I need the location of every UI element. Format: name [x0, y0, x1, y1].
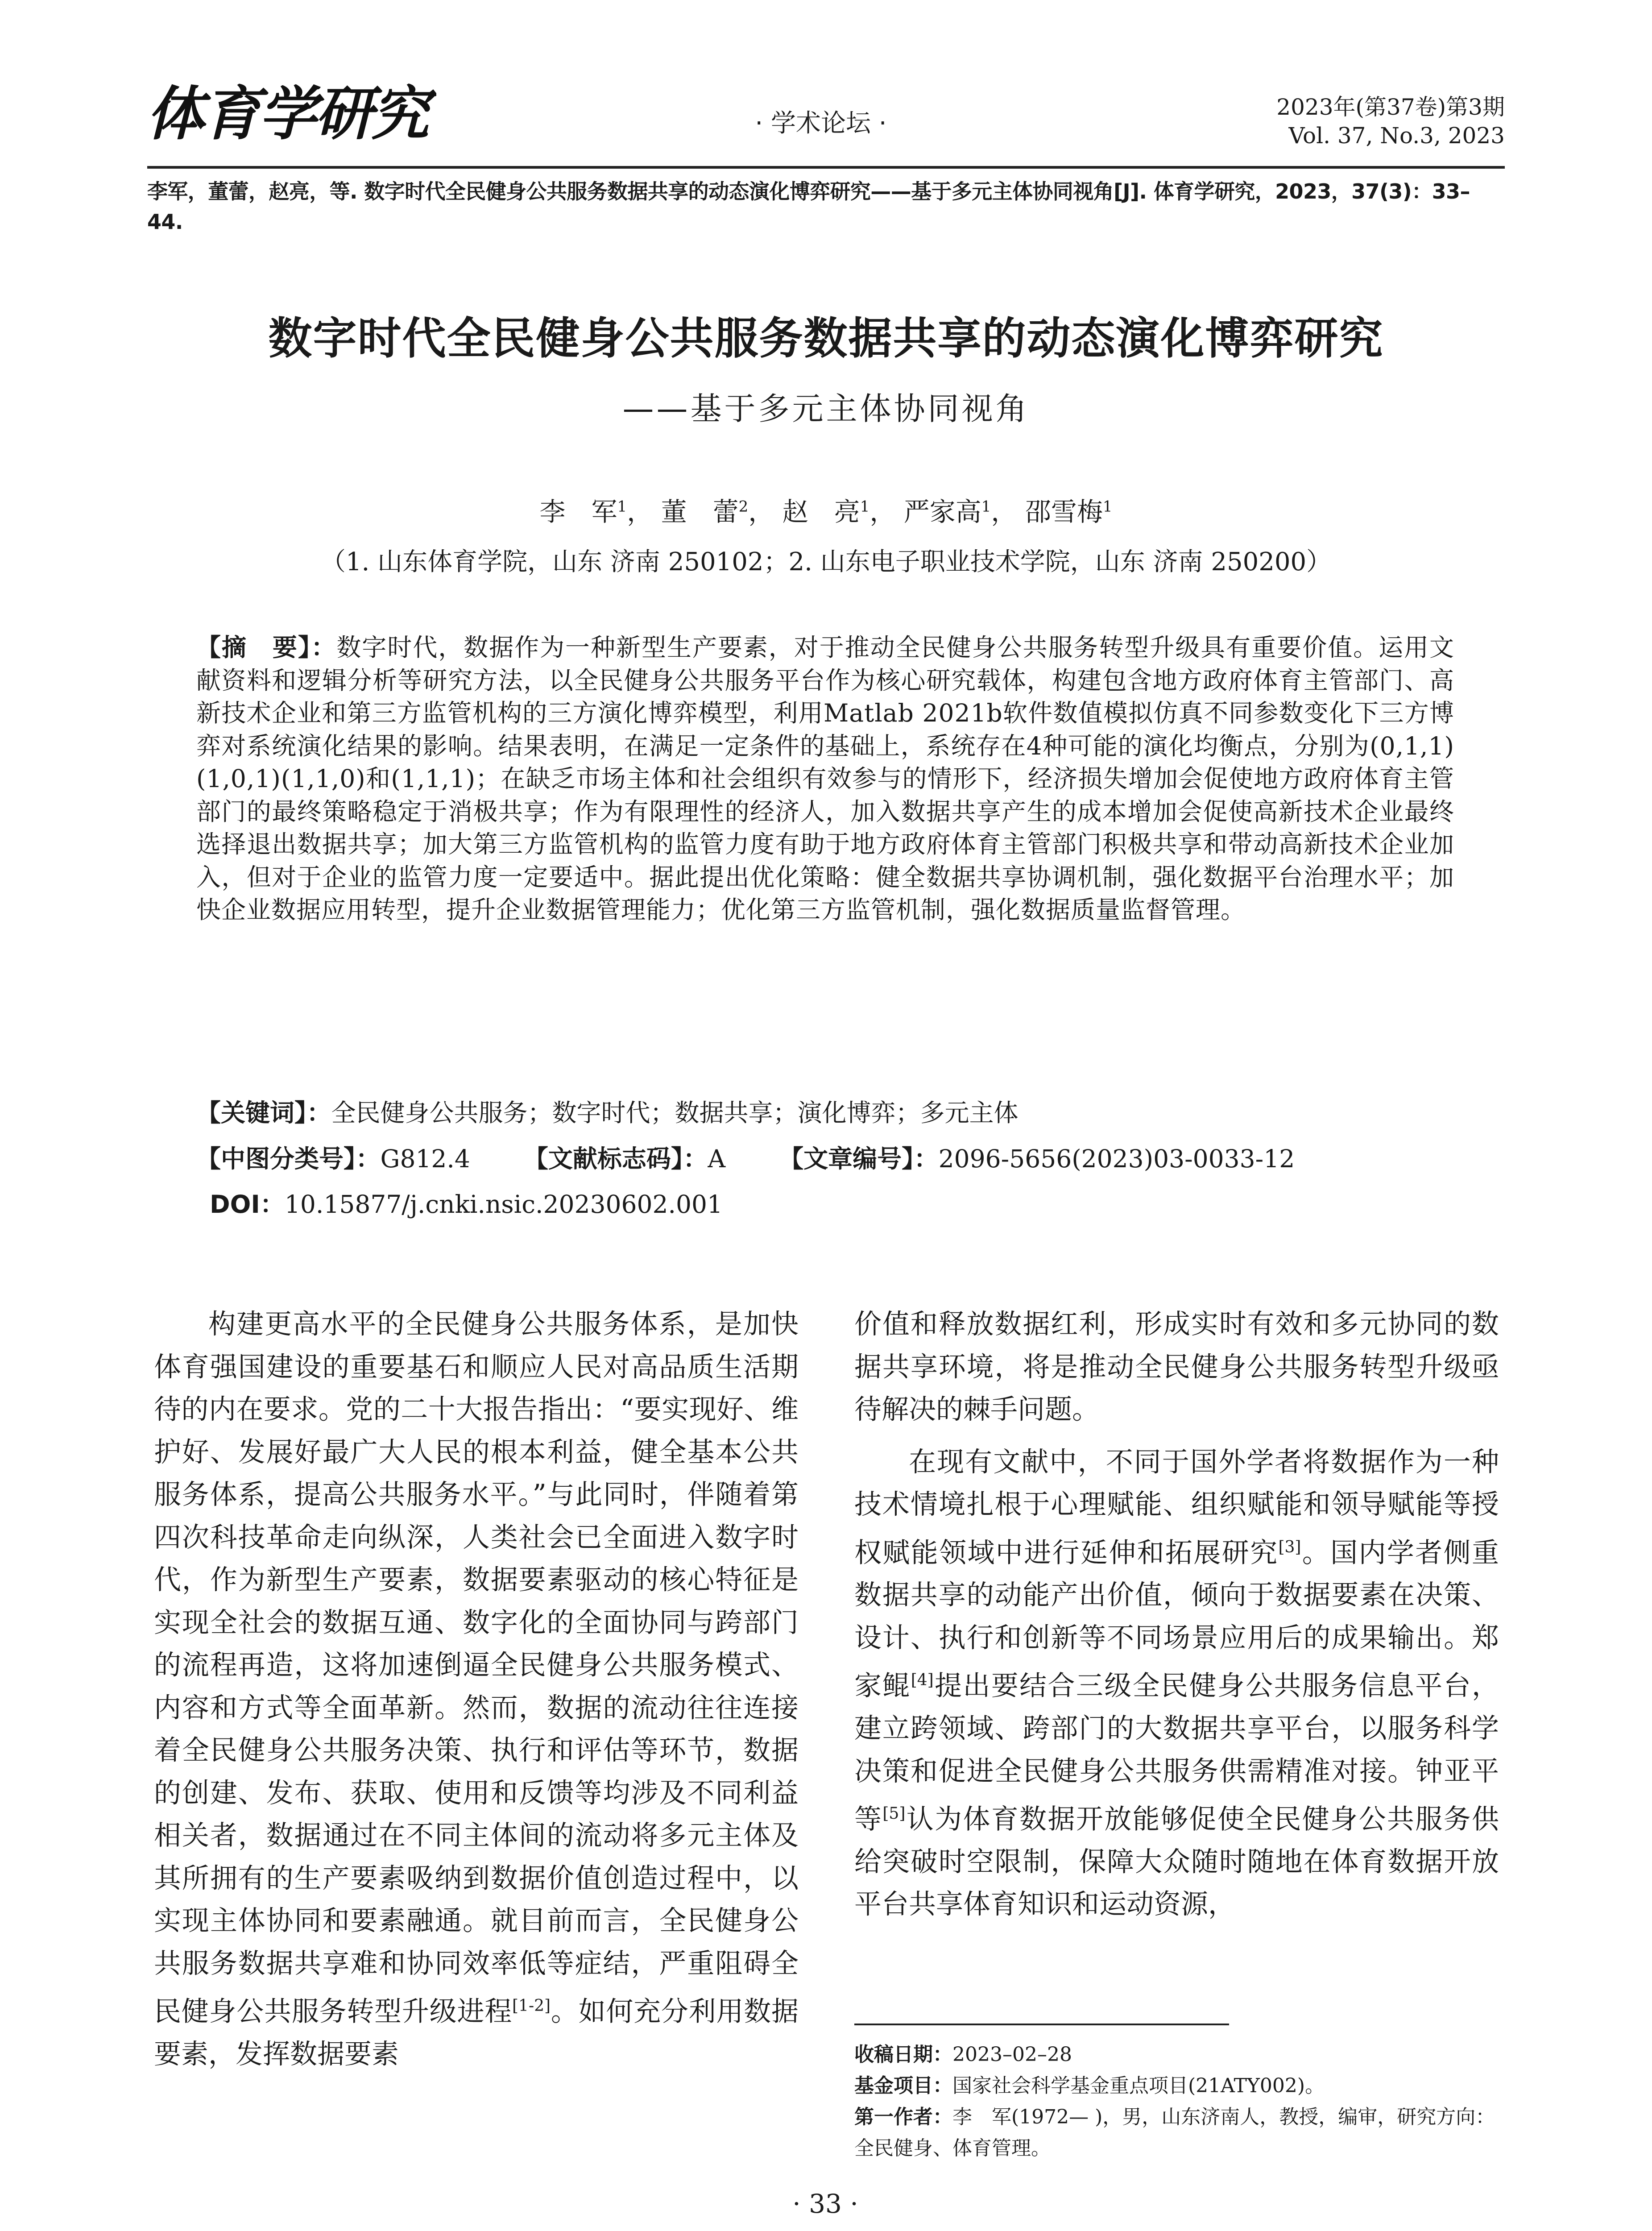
citation-ref[interactable]: [1-2] [512, 1997, 551, 2015]
clc-value: G812.4 [380, 1145, 470, 1173]
affiliations: （1. 山东体育学院，山东 济南 250102；2. 山东电子职业技术学院，山东 济南 250200） [320, 547, 1332, 576]
issue-chinese: 2023年(第37卷)第3期 [1276, 94, 1505, 120]
author-affiliation-mark: 1 [617, 498, 627, 516]
author-affiliation-mark: 1 [1102, 498, 1113, 516]
body-text: 在现有文献中，不同于国外学者将数据作为一种技术情境扎根于心理赋能、组织赋能和领导赋能等授权赋能领域中进行延伸和拓展研究 [854, 1446, 1499, 1568]
header-divider [147, 166, 1505, 169]
citation-ref[interactable]: [4] [911, 1671, 934, 1690]
author-affiliation-mark: 1 [860, 498, 870, 516]
keywords-text: 全民健身公共服务；数字时代；数据共享；演化博弈；多元主体 [331, 1099, 1019, 1127]
abstract [196, 631, 1454, 927]
body-text: 认为体育数据开放能够促使全民健身公共服务供给突破时空限制，保障大众随时随地在体育数据开放平台共享体育知识和运动资源， [854, 1803, 1499, 1920]
author-name: 李 军 [539, 497, 617, 527]
body-paragraph [154, 1303, 799, 2075]
body-column-right [854, 1303, 1499, 1926]
citation-ref[interactable]: [3] [1278, 1538, 1301, 1556]
citation-ref[interactable]: [5] [882, 1804, 906, 1823]
body-text: 提出要结合三级全民健身公共服务信息平台，建立跨领域、跨部门的大数据共享平台，以服务科学决策和促进全民健身公共服务供需精准对接。钟亚平等 [854, 1670, 1499, 1835]
issue-english: Vol. 37, No.3, 2023 [1288, 123, 1505, 149]
author-name: 董 蕾 [661, 497, 739, 527]
footnote-label: 第一作者： [854, 2106, 952, 2128]
footnote-value: 李 军(1972— )，男，山东济南人，教授，编审，研究方向：全民健身、体育管理。 [854, 2106, 1495, 2160]
doi-line [210, 1185, 1459, 1220]
author-name: 赵 亮 [782, 497, 860, 527]
body-column-left [154, 1303, 799, 2075]
keywords-label: 【关键词】： [196, 1099, 331, 1127]
footnote-author [854, 2102, 1499, 2164]
body-paragraph: 价值和释放数据红利，形成实时有效和多元协同的数据共享环境，将是推动全民健身公共服务转型升级亟待解决的棘手问题。 [854, 1308, 1499, 1425]
footnote-fund [854, 2070, 1499, 2102]
author-list: 李 军$^1$， 董 蕾$^2$， 赵 亮$^1$， 严家高$^1$， 邵雪梅$^1$ [539, 497, 1113, 527]
body-text: 构建更高水平的全民健身公共服务体系，是加快体育强国建设的重要基石和顺应人民对高品质生活期待的内在要求。党的二十大报告指出：“要实现好、维护好、发展好最广大人民的根本利益，健全基本公共服务体系，提高公共服务水平。”与此同时，伴随着第四次科技革命走向纵深，人类社会已全面进入数字时代，作为新型生产要素，数据要素驱动的核心特征是实现全社会的数据互通、数字化的全面协同与跨部门的流程再造，这将加速倒逼全民健身公共服务模式、内容和方式等全面革新。然而，数据的流动往往连接着全民健身公共服务决策、执行和评估等环节，数据的创建、发布、获取、使用和反馈等均涉及不同利益相关者，数据通过在不同主体间的流动将多元主体及其所拥有的生产要素吸纳到数据价值创造过程中，以实现主体协同和要素融通。就目前而言，全民健身公共服务数据共享难和协同效率低等症结，严重阻碍全民健身公共服务转型升级进程 [154, 1308, 799, 2028]
abstract-text: 数字时代，数据作为一种新型生产要素，对于推动全民健身公共服务转型升级具有重要价值。运用文献资料和逻辑分析等研究方法，以全民健身公共服务平台作为核心研究载体，构建包含地方政府体育主管部门、高新技术企业和第三方监管机构的三方演化博弈模型，利用Matlab 2021b软件数值模拟仿真不同参数变化下三方博弈对系统演化结果的影响。结果表明，在满足一定条件的基础上，系统存在4种可能的演化均衡点，分别为(0,1,1)(1,0,1)(1,1,0)和(1,1,1)；在缺乏市场主体和社会组织有效参与的情形下，经济损失增加会促使地方政府体育主管部门的最终策略稳定于消极共享；作为有限理性的经济人，加入数据共享产生的成本增加会促使高新技术企业最终选择退出数据共享；加大第三方监管机构的监管力度有助于地方政府体育主管部门积极共享和带动高新技术企业加入，但对于企业的监管力度一定要适中。据此提出优化策略：健全数据共享协调机制，强化数据平台治理水平；加快企业数据应用转型，提升企业数据管理能力；优化第三方监管机制，强化数据质量监督管理。 [196, 633, 1454, 924]
article-title: 数字时代全民健身公共服务数据共享的动态演化博弈研究 [268, 313, 1384, 364]
journal-logo-calligraphy [142, 67, 436, 156]
logo-text: 体育学研究 [146, 79, 428, 148]
article-number-label: 【文章编号】： [779, 1145, 939, 1173]
doi-label: DOI： [210, 1190, 285, 1219]
footnote-received [854, 2039, 1499, 2070]
page-number: · 33 · [792, 2189, 858, 2219]
footnote-label: 收稿日期： [854, 2043, 952, 2066]
footnote-divider [854, 2024, 1229, 2025]
body-paragraph [854, 1441, 1499, 1926]
footnote-value: 2023–02–28 [952, 2043, 1072, 2066]
doc-code-value: A [708, 1145, 726, 1173]
footnote-value: 国家社会科学基金重点项目(21ATY002)。 [952, 2074, 1325, 2097]
author-affiliation-mark: 2 [738, 498, 749, 516]
article-number-value: 2096-5656(2023)03-0033-12 [938, 1145, 1295, 1173]
journal-logo [142, 67, 436, 156]
abstract-label: 【摘 要】： [196, 633, 337, 662]
clc-label: 【中图分类号】： [196, 1145, 381, 1173]
body-text: 。如何充分利用数据要素，发挥数据要素 [154, 1995, 799, 2070]
citation-line: 李军，董蕾，赵亮，等. 数字时代全民健身公共服务数据共享的动态演化博弈研究——基于多元主体协同视角[J]. 体育学研究，2023，37(3)：33–44. [147, 179, 1470, 234]
footnotes [854, 2039, 1499, 2164]
doi-value[interactable]: 10.15877/j.cnki.nsic.20230602.001 [284, 1190, 723, 1219]
keywords [196, 1093, 1454, 1128]
author-name: 邵雪梅 [1025, 497, 1103, 527]
footnote-label: 基金项目： [854, 2074, 952, 2097]
section-label: · 学术论坛 · [755, 109, 887, 138]
classification-line [196, 1139, 1454, 1174]
article-subtitle: ——基于多元主体协同视角 [622, 390, 1030, 427]
author-name: 严家高 [903, 497, 981, 527]
author-affiliation-mark: 1 [981, 498, 991, 516]
body-text: 。国内学者侧重数据共享的动能产出价值，倾向于数据要素在决策、设计、执行和创新等不同场景应用后的成果输出。郑家鲲 [854, 1536, 1499, 1702]
doc-code-label: 【文献标志码】： [523, 1145, 708, 1173]
